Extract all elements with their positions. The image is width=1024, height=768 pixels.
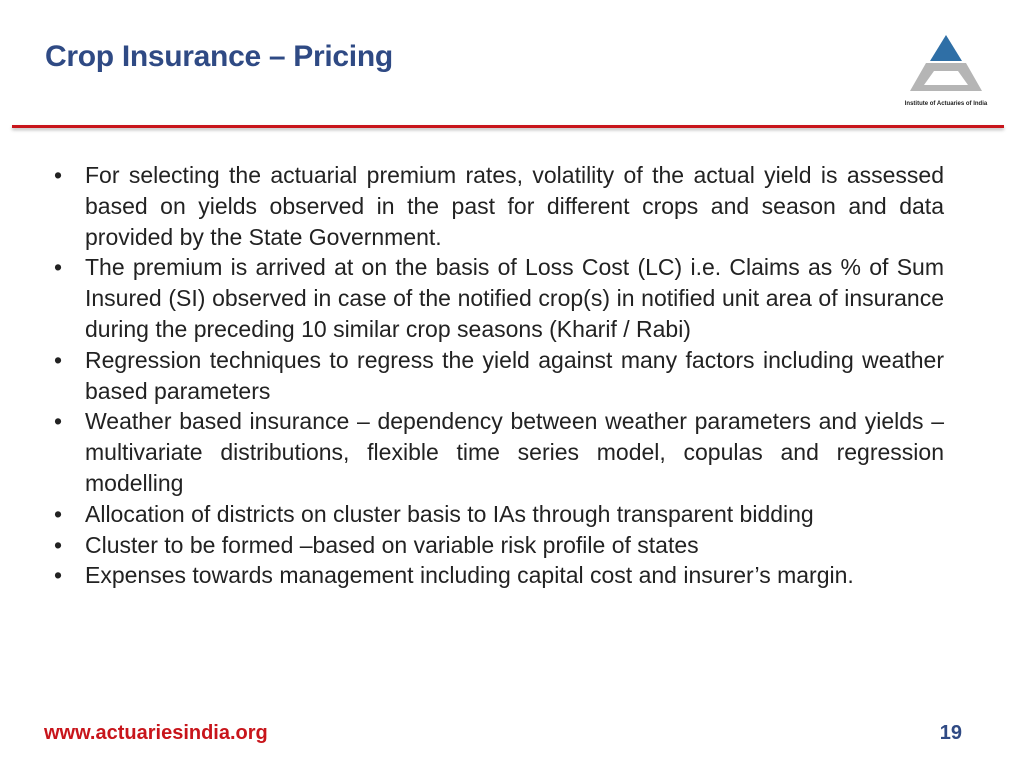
footer-website-link[interactable]: www.actuariesindia.org — [44, 722, 268, 744]
bullet-item: • Regression techniques to regress the yield against many factors including weather based parameters — [48, 345, 944, 407]
bullet-item: • For selecting the actuarial premium rates, volatility of the actual yield is assessed based on yields observed in the past for different crops and season and data provided by the State Government. — [48, 160, 944, 252]
iai-logo — [896, 33, 996, 113]
bullet-item: • Cluster to be formed –based on variable risk profile of states — [48, 530, 944, 561]
bullet-item: • Expenses towards management including capital cost and insurer’s margin. — [48, 560, 944, 591]
slide-title: Crop Insurance – Pricing — [45, 40, 393, 73]
logo-inner-triangle — [938, 73, 954, 83]
logo-caption: Institute of Actuaries of India — [904, 101, 988, 107]
bullet-item: • The premium is arrived at on the basis of Loss Cost (LC) i.e. Claims as % of Sum Insured (SI) observed in case of the notified crop(s) in notified unit area of insurance during the preceding 10 similar crop seasons (Kharif / Rabi) — [48, 252, 944, 344]
bullet-item: • Weather based insurance – dependency between weather parameters and yields – multivariate distributions, flexible time series model, copulas and regression modelling — [48, 406, 944, 498]
header-divider — [12, 125, 1004, 128]
bullet-item: • Allocation of districts on cluster basis to IAs through transparent bidding — [48, 499, 944, 530]
logo-blue-triangle — [930, 35, 962, 61]
page-number: 19 — [939, 722, 962, 744]
bullet-list — [48, 160, 944, 591]
iai-logo-icon — [896, 33, 996, 99]
